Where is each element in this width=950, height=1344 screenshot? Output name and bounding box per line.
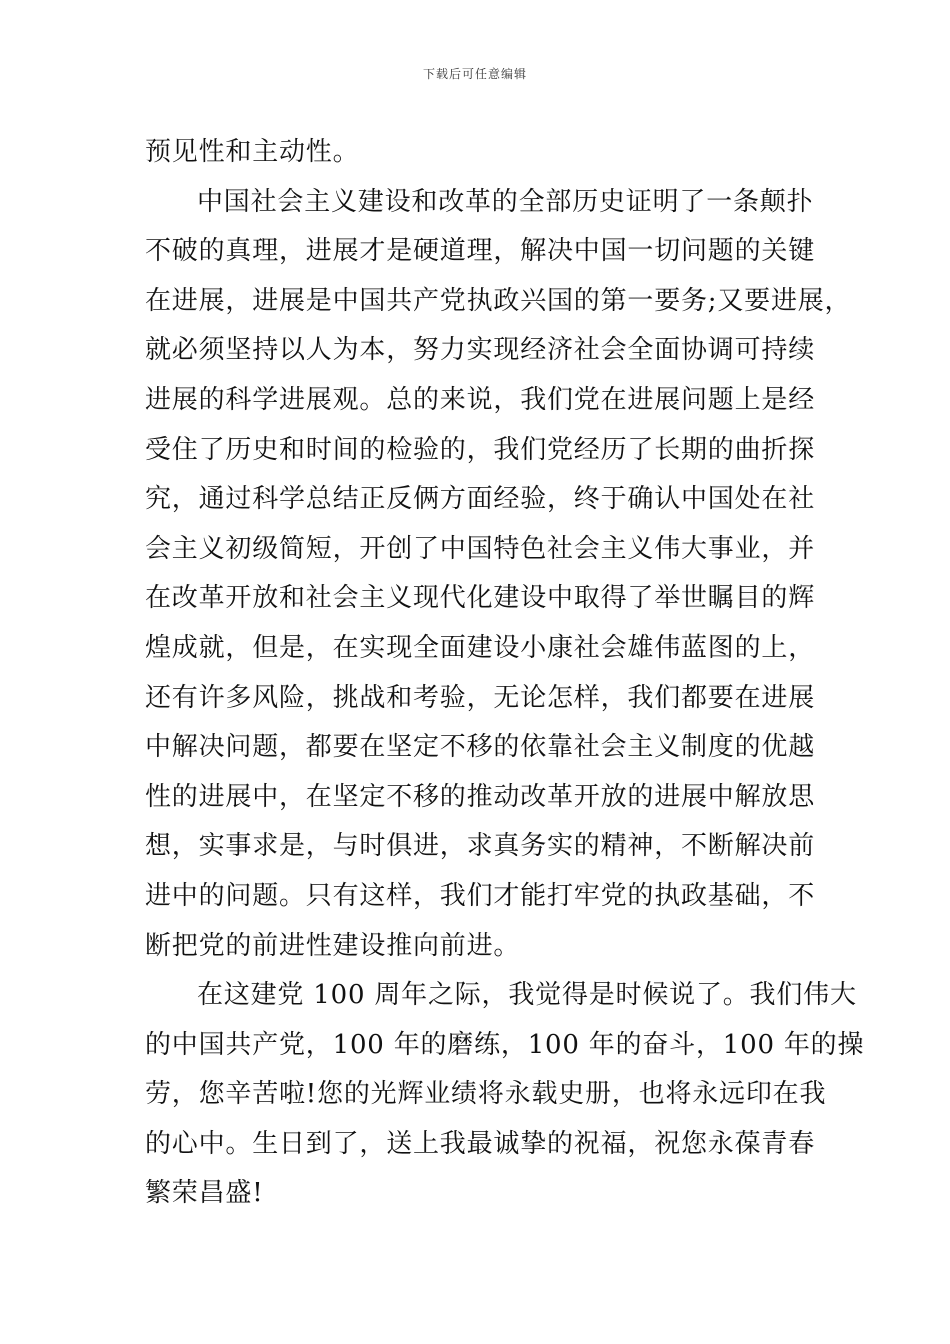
text-line: 繁荣昌盛! [145, 1178, 264, 1209]
text-line: 劳，您辛苦啦!您的光辉业绩将永载史册，也将永远印在我 [145, 1079, 827, 1110]
text-line: 在改革开放和社会主义现代化建设中取得了举世瞩目的辉 [145, 583, 816, 614]
text-line: 煌成就，但是，在实现全面建设小康社会雄伟蓝图的上， [145, 632, 816, 663]
paragraph-first-line: 中国社会主义建设和改革的全部历史证明了一条颠扑 [197, 186, 814, 217]
text-line: 中解决问题，都要在坚定不移的依靠社会主义制度的优越 [145, 732, 816, 763]
text-line: 还有许多风险，挑战和考验，无论怎样，我们都要在进展 [145, 682, 816, 713]
text-line: 的中国共产党，100 年的磨练，100 年的奋斗，100 年的操 [145, 1029, 865, 1060]
text-line: 进展的科学进展观。总的来说，我们党在进展问题上是经 [145, 384, 816, 415]
text-line: 就必须坚持以人为本，努力实现经济社会全面协调可持续 [145, 335, 816, 366]
page-header: 下载后可任意编辑 [422, 67, 527, 81]
text-line: 断把党的前进性建设推向前进。 [145, 930, 521, 961]
text-line: 预见性和主动性。 [145, 137, 360, 167]
paragraph-first-line: 在这建党 100 周年之际，我觉得是时候说了。我们伟大 [197, 980, 857, 1011]
text-line: 的心中。生日到了，送上我最诚挚的祝福，祝您永葆青春 [145, 1128, 816, 1159]
text-line: 进中的问题。只有这样，我们才能打牢党的执政基础，不 [145, 880, 816, 911]
text-line: 想，实事求是，与时俱进，求真务实的精神，不断解决前 [145, 831, 816, 862]
text-line: 性的进展中，在坚定不移的推动改革开放的进展中解放思 [145, 781, 816, 812]
text-line: 会主义初级简短，开创了中国特色社会主义伟大事业，并 [145, 533, 816, 564]
text-line: 究，通过科学总结正反俩方面经验，终于确认中国处在社 [145, 484, 816, 515]
document-body [145, 128, 865, 1219]
text-line: 不破的真理，进展才是硬道理，解决中国一切问题的关键 [145, 236, 816, 267]
text-line: 受住了历史和时间的检验的，我们党经历了长期的曲折探 [145, 434, 816, 465]
text-line: 在进展，进展是中国共产党执政兴国的第一要务;又要进展， [145, 285, 852, 316]
